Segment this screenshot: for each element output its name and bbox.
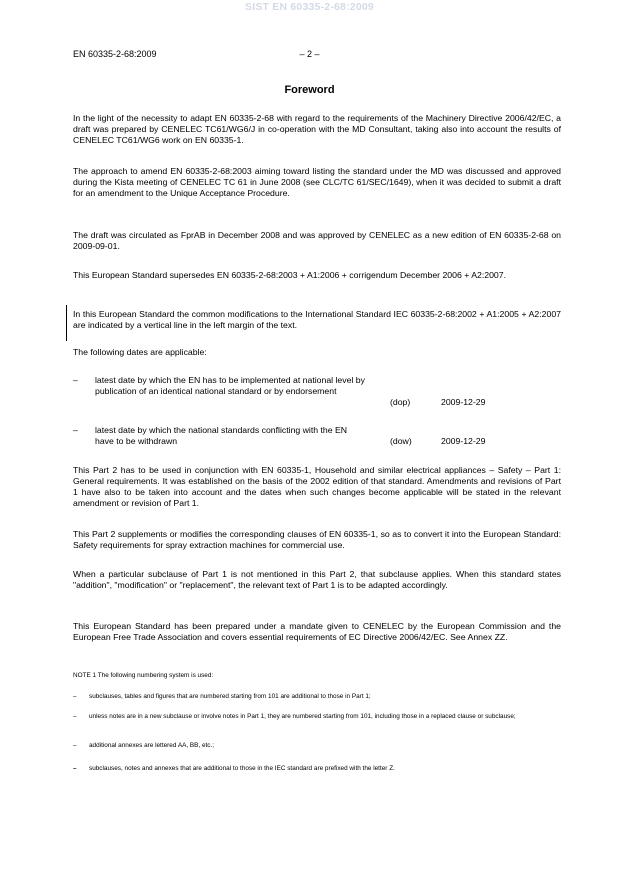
header-page-number: – 2 – — [299, 49, 320, 59]
change-margin-line — [66, 305, 67, 341]
paragraph-mandate: This European Standard has been prepared under a mandate given to CENELEC by the European Commission and the European Free Trade Association and covers essential requirements of EC Directive 2006/42/EC. See Annex ZZ. — [73, 621, 561, 642]
date-item-dash: – — [73, 425, 78, 435]
paragraph-approach: The approach to amend EN 60335-2-68:2003 aiming toward listing the standard under the MD was discussed and approved during the Kista meeting of CENELEC TC 61 in June 2008 (see CLC/TC 61/SEC/1649), when it was decided to submit a draft for an amendment to the Unique Acceptance Procedure. — [73, 166, 561, 198]
date-item-dop-date: 2009-12-29 — [441, 397, 486, 407]
paragraph-supersedes: This European Standard supersedes EN 60335-2-68:2003 + A1:2006 + corrigendum December 2006 + A2:2007. — [73, 270, 506, 280]
note-item: unless notes are in a new subclause or involve notes in Part 1, they are numbered starting from 101, including those in a replaced clause or subclause; — [89, 713, 516, 720]
paragraph-part1-conjunction: This Part 2 has to be used in conjunction with EN 60335-1, Household and similar electrical appliances – Safety – Part 1: General requirements. It was established on the basis of the 2002 edition of that standard. Amendments and revisions of Part 1 have also to be taken into account and the dates when such changes become applicable will be stated in the relevant amendment or revision of Part 1. — [73, 465, 561, 508]
watermark: SIST EN 60335-2-68:2009 — [245, 1, 374, 13]
paragraph-subclause-applies: When a particular subclause of Part 1 is not mentioned in this Part 2, that subclause applies. When this standard states "addition", "modification" or "replacement", the relevant text of Part 1 is to be adapted accordingly. — [73, 569, 561, 590]
note-item-dash: – — [73, 742, 77, 749]
date-item-dow-abbr: (dow) — [390, 436, 412, 446]
date-item-dop-abbr: (dop) — [390, 397, 411, 407]
date-item-dash: – — [73, 375, 78, 385]
date-item-dop-text: latest date by which the EN has to be implemented at national level by publication of an identical national standard or by endorsement — [95, 375, 365, 396]
paragraph-intro: In the light of the necessity to adapt EN 60335-2-68 with regard to the requirements of the Machinery Directive 2006/42/EC, a draft was prepared by CENELEC TC61/WG6/J in co-operation with the MD Consultant, taking also into account the results of CENELEC TC61/WG6 work on EN 60335-1. — [73, 113, 561, 145]
note-item-dash: – — [73, 765, 77, 772]
paragraph-draft: The draft was circulated as FprAB in December 2008 and was approved by CENELEC as a new edition of EN 60335-2-68 on 2009-09-01. — [73, 230, 561, 251]
paragraph-part2-supplements: This Part 2 supplements or modifies the corresponding clauses of EN 60335-1, so as to convert it into the European Standard: Safety requirements for spray extraction machines for commercial use. — [73, 529, 561, 550]
page-title: Foreword — [284, 84, 335, 96]
note-item: additional annexes are lettered AA, BB, etc.; — [89, 742, 215, 749]
paragraph-common-modifications: In this European Standard the common modifications to the International Standard IEC 60335-2-68:2002 + A1:2005 + A2:2007 are indicated by a vertical line in the left margin of the text. — [73, 309, 561, 330]
date-item-dow-date: 2009-12-29 — [441, 436, 486, 446]
paragraph-dates-intro: The following dates are applicable: — [73, 347, 207, 357]
note-item: subclauses, notes and annexes that are additional to those in the IEC standard are prefixed with the letter Z. — [89, 765, 395, 772]
note-item: subclauses, tables and figures that are numbered starting from 101 are additional to those in Part 1; — [89, 693, 371, 700]
note-item-dash: – — [73, 713, 77, 720]
note-item-dash: – — [73, 693, 77, 700]
note-title: NOTE 1 The following numbering system is used: — [73, 672, 214, 679]
header-document-id: EN 60335-2-68:2009 — [73, 49, 157, 59]
date-item-dow-text: latest date by which the national standards conflicting with the EN have to be withdrawn — [95, 425, 348, 446]
